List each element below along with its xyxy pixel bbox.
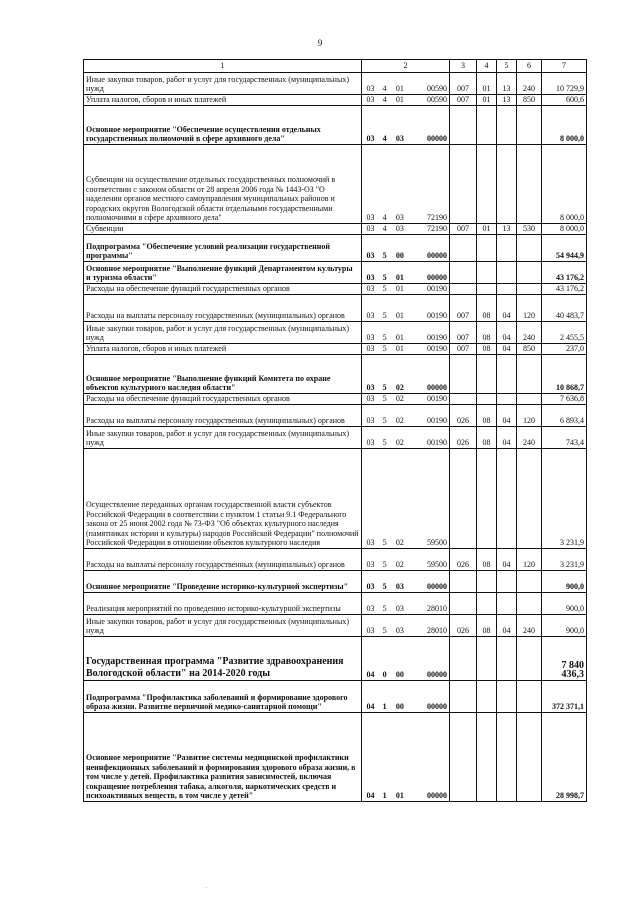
- code-part: 00: [395, 251, 404, 261]
- row-c5: [497, 145, 517, 224]
- code-part: 5: [382, 560, 387, 570]
- code-part: 5: [382, 604, 387, 614]
- row-c6: [517, 284, 542, 295]
- code-part: 03: [366, 438, 375, 448]
- table-header-row: [84, 60, 587, 73]
- row-c3: [450, 713, 477, 802]
- budget-table: [83, 59, 587, 802]
- row-c4: [477, 637, 497, 681]
- code-part: 01: [395, 284, 404, 294]
- row-description: Иные закупки товаров, работ и услуг для государственных (муниципальных) нужд: [84, 73, 362, 95]
- row-target-code: [362, 355, 450, 394]
- code-part: 4: [382, 213, 387, 223]
- row-c5: [497, 355, 517, 394]
- row-description: Расходы на выплаты персоналу государственных (муниципальных) органов: [84, 549, 362, 571]
- row-description: Уплата налогов, сборов и иных платежей: [84, 95, 362, 106]
- row-c5: [497, 262, 517, 284]
- code-part: 00590: [426, 84, 447, 94]
- table-row: [84, 95, 587, 106]
- row-c4: [477, 106, 497, 145]
- code-part: 5: [382, 416, 387, 426]
- header-cell: 2: [362, 60, 450, 73]
- row-c3: [450, 571, 477, 593]
- row-target-code: [362, 394, 450, 405]
- code-part: 5: [382, 333, 387, 343]
- code-part: 72190: [426, 224, 447, 234]
- code-part: 28010: [426, 604, 447, 614]
- table-row: [84, 355, 587, 394]
- header-cell: 4: [477, 60, 497, 73]
- row-c4: [477, 681, 497, 713]
- row-amount: 40 483,7: [542, 295, 587, 322]
- table-row: [84, 73, 587, 95]
- row-description: Расходы на выплаты персоналу государственных (муниципальных) органов: [84, 295, 362, 322]
- row-c5: 04: [497, 322, 517, 344]
- row-c4: 01: [477, 95, 497, 106]
- row-amount: 237,0: [542, 344, 587, 355]
- row-description: Иные закупки товаров, работ и услуг для государственных (муниципальных) нужд: [84, 427, 362, 449]
- row-description: Подпрограмма "Профилактика заболеваний и формирование здорового образа жизни. Развитие первичной медико-санитарной помощи": [84, 681, 362, 713]
- row-c3: 026: [450, 615, 477, 637]
- row-c6: 240: [517, 427, 542, 449]
- row-amount: 3 231,9: [542, 449, 587, 549]
- row-c5: [497, 713, 517, 802]
- row-c3: 026: [450, 549, 477, 571]
- row-amount: 7 840 436,3: [542, 637, 587, 681]
- code-part: 5: [382, 438, 387, 448]
- table-row: [84, 593, 587, 615]
- row-c6: [517, 394, 542, 405]
- row-c6: [517, 449, 542, 549]
- code-part: 5: [382, 582, 387, 592]
- code-part: 00190: [426, 284, 447, 294]
- row-amount: 10 868,7: [542, 355, 587, 394]
- row-c6: [517, 145, 542, 224]
- table-row: [84, 449, 587, 549]
- code-part: 03: [395, 224, 404, 234]
- row-target-code: [362, 73, 450, 95]
- code-part: 03: [366, 311, 375, 321]
- header-cell: 3: [450, 60, 477, 73]
- code-part: 04: [366, 702, 375, 712]
- row-target-code: [362, 262, 450, 284]
- code-part: 01: [395, 344, 404, 354]
- row-c5: 13: [497, 95, 517, 106]
- row-c5: [497, 449, 517, 549]
- page-number: 9: [317, 38, 323, 48]
- code-part: 4: [382, 95, 387, 105]
- row-c4: 08: [477, 615, 497, 637]
- row-c3: [450, 262, 477, 284]
- table-row: [84, 295, 587, 322]
- code-part: 5: [382, 394, 387, 404]
- row-c5: [497, 681, 517, 713]
- row-c3: [450, 145, 477, 224]
- row-c5: 04: [497, 344, 517, 355]
- table-row: [84, 571, 587, 593]
- code-part: 5: [382, 383, 387, 393]
- row-description: Основное мероприятие "Обеспечение осуществления отдельных государственных полномочий в сфере архивного дела": [84, 106, 362, 145]
- row-c4: 01: [477, 73, 497, 95]
- row-target-code: [362, 593, 450, 615]
- row-c4: [477, 449, 497, 549]
- row-c3: [450, 284, 477, 295]
- row-c3: 007: [450, 322, 477, 344]
- table-row: [84, 235, 587, 262]
- row-c4: 08: [477, 344, 497, 355]
- row-description: Иные закупки товаров, работ и услуг для государственных (муниципальных) нужд: [84, 322, 362, 344]
- row-description: Основное мероприятие "Выполнение функций Комитета по охране объектов культурного наследия области": [84, 355, 362, 394]
- table-row: [84, 637, 587, 681]
- code-part: 03: [366, 213, 375, 223]
- row-description: Государственная программа "Развитие здравоохранения Вологодской области" на 2014-2020 годы: [84, 637, 362, 681]
- code-part: 03: [366, 383, 375, 393]
- code-part: 00000: [426, 582, 447, 592]
- code-part: 00000: [426, 702, 447, 712]
- code-part: 03: [395, 134, 404, 144]
- row-c4: [477, 593, 497, 615]
- row-c3: 007: [450, 295, 477, 322]
- code-part: 02: [395, 438, 404, 448]
- row-target-code: [362, 322, 450, 344]
- row-amount: 600,6: [542, 95, 587, 106]
- code-part: 5: [382, 311, 387, 321]
- code-part: 03: [366, 560, 375, 570]
- row-c4: 08: [477, 295, 497, 322]
- row-c3: [450, 449, 477, 549]
- row-target-code: [362, 615, 450, 637]
- code-part: 28010: [426, 626, 447, 636]
- row-description: Уплата налогов, сборов и иных платежей: [84, 344, 362, 355]
- code-part: 4: [382, 224, 387, 234]
- table-row: [84, 405, 587, 427]
- table-row: [84, 322, 587, 344]
- row-c3: 026: [450, 405, 477, 427]
- code-part: 5: [382, 344, 387, 354]
- row-amount: 10 729,9: [542, 73, 587, 95]
- code-part: 02: [395, 394, 404, 404]
- row-c5: [497, 284, 517, 295]
- code-part: 00190: [426, 333, 447, 343]
- row-amount: 900,0: [542, 593, 587, 615]
- table-row: [84, 394, 587, 405]
- row-c6: 120: [517, 549, 542, 571]
- row-c5: [497, 235, 517, 262]
- table-row: [84, 224, 587, 235]
- row-c6: 240: [517, 73, 542, 95]
- row-amount: 8 000,0: [542, 145, 587, 224]
- row-c6: [517, 262, 542, 284]
- row-target-code: [362, 106, 450, 145]
- table-row: [84, 262, 587, 284]
- row-description: Иные закупки товаров, работ и услуг для государственных (муниципальных) нужд: [84, 615, 362, 637]
- code-part: 01: [395, 84, 404, 94]
- code-part: 02: [395, 538, 404, 548]
- table-row: [84, 549, 587, 571]
- row-c4: [477, 145, 497, 224]
- row-amount: 900,0: [542, 571, 587, 593]
- row-amount: 6 893,4: [542, 405, 587, 427]
- row-target-code: [362, 235, 450, 262]
- header-cell: 6: [517, 60, 542, 73]
- code-part: 03: [366, 134, 375, 144]
- code-part: 01: [395, 791, 404, 801]
- code-part: 00190: [426, 438, 447, 448]
- header-cell: 7: [542, 60, 587, 73]
- code-part: 00000: [426, 383, 447, 393]
- code-part: 03: [366, 416, 375, 426]
- row-amount: 8 000,0: [542, 224, 587, 235]
- row-c5: 04: [497, 615, 517, 637]
- code-part: 03: [366, 251, 375, 261]
- table-row: [84, 106, 587, 145]
- code-part: 5: [382, 251, 387, 261]
- row-c6: 120: [517, 295, 542, 322]
- row-target-code: [362, 427, 450, 449]
- row-target-code: [362, 681, 450, 713]
- row-c3: 007: [450, 73, 477, 95]
- row-description: Расходы на выплаты персоналу государственных (муниципальных) органов: [84, 405, 362, 427]
- row-c5: 13: [497, 224, 517, 235]
- code-part: 5: [382, 626, 387, 636]
- row-target-code: [362, 284, 450, 295]
- row-c5: 04: [497, 427, 517, 449]
- table-row: [84, 284, 587, 295]
- row-description: Осуществление переданных органам государственной власти субъектов Российской Федерации в соответствии с пунктом 1 статьи 9.1 Федерального закона от 25 июня 2002 года № 73-ФЗ "Об объектах культурного наследия (памятниках истории и культуры) народов Российской Федерации" полномочий Российской Федерации в отношении объектов культурного наследия: [84, 449, 362, 549]
- row-c3: 007: [450, 95, 477, 106]
- code-part: 04: [366, 670, 375, 680]
- row-c3: [450, 681, 477, 713]
- code-part: 00000: [426, 791, 447, 801]
- row-c6: [517, 235, 542, 262]
- code-part: 00190: [426, 311, 447, 321]
- row-c4: 08: [477, 322, 497, 344]
- row-description: Субвенции: [84, 224, 362, 235]
- row-amount: 2 455,5: [542, 322, 587, 344]
- row-c5: [497, 637, 517, 681]
- row-amount: 372 371,1: [542, 681, 587, 713]
- code-part: 03: [366, 344, 375, 354]
- code-part: 00000: [426, 134, 447, 144]
- table-row: [84, 713, 587, 802]
- row-c6: [517, 571, 542, 593]
- code-part: 1: [382, 702, 387, 712]
- code-part: 00190: [426, 344, 447, 354]
- code-part: 0: [382, 670, 387, 680]
- row-amount: 28 998,7: [542, 713, 587, 802]
- row-c4: [477, 284, 497, 295]
- row-target-code: [362, 224, 450, 235]
- row-amount: 743,4: [542, 427, 587, 449]
- row-c5: 04: [497, 405, 517, 427]
- code-part: 02: [395, 383, 404, 393]
- row-c6: [517, 681, 542, 713]
- code-part: 02: [395, 416, 404, 426]
- code-part: 4: [382, 84, 387, 94]
- row-amount: 3 231,9: [542, 549, 587, 571]
- row-target-code: [362, 295, 450, 322]
- code-part: 03: [366, 604, 375, 614]
- code-part: 03: [366, 582, 375, 592]
- row-c4: [477, 262, 497, 284]
- code-part: 03: [366, 538, 375, 548]
- row-c5: [497, 571, 517, 593]
- row-c6: 850: [517, 95, 542, 106]
- row-target-code: [362, 713, 450, 802]
- row-c5: 13: [497, 73, 517, 95]
- code-part: 03: [366, 84, 375, 94]
- table-row: [84, 427, 587, 449]
- row-c6: 850: [517, 344, 542, 355]
- row-c6: 240: [517, 322, 542, 344]
- row-c3: 007: [450, 224, 477, 235]
- code-part: 01: [395, 311, 404, 321]
- code-part: 5: [382, 538, 387, 548]
- row-description: Основное мероприятие "Выполнение функций Департаментом культуры и туризма области": [84, 262, 362, 284]
- row-c4: [477, 394, 497, 405]
- row-c3: [450, 235, 477, 262]
- code-part: 4: [382, 134, 387, 144]
- scan-mark: ·: [205, 884, 208, 892]
- code-part: 00000: [426, 251, 447, 261]
- row-c4: 08: [477, 405, 497, 427]
- row-description: Основное мероприятие "Проведение историко-культурной экспертизы": [84, 571, 362, 593]
- row-description: Расходы на обеспечение функций государственных органов: [84, 394, 362, 405]
- code-part: 03: [395, 604, 404, 614]
- row-c5: [497, 106, 517, 145]
- row-target-code: [362, 571, 450, 593]
- row-description: Расходы на обеспечение функций государственных органов: [84, 284, 362, 295]
- row-description: Основное мероприятие "Развитие системы медицинской профилактики неинфекционных заболеваний и формирования здорового образа жизни, в том числе у детей. Профилактика развития зависимостей, включая сокращение потребления табака, алкоголя, наркотических средств и психоактивных веществ, в том числе у детей": [84, 713, 362, 802]
- code-part: 00: [395, 670, 404, 680]
- code-part: 00000: [426, 273, 447, 283]
- code-part: 59500: [426, 560, 447, 570]
- header-cell: 5: [497, 60, 517, 73]
- code-part: 00000: [426, 670, 447, 680]
- code-part: 5: [382, 284, 387, 294]
- code-part: 03: [395, 582, 404, 592]
- row-target-code: [362, 549, 450, 571]
- row-description: Подпрограмма "Обеспечение условий реализации государственной программы": [84, 235, 362, 262]
- code-part: 00590: [426, 95, 447, 105]
- table-row: [84, 615, 587, 637]
- code-part: 00: [395, 702, 404, 712]
- code-part: 5: [382, 273, 387, 283]
- code-part: 03: [395, 626, 404, 636]
- row-c4: 08: [477, 427, 497, 449]
- row-target-code: [362, 637, 450, 681]
- table-row: [84, 344, 587, 355]
- row-c5: 04: [497, 295, 517, 322]
- row-description: Реализация мероприятий по проведению историко-культурной экспертизы: [84, 593, 362, 615]
- row-c4: [477, 713, 497, 802]
- row-target-code: [362, 405, 450, 427]
- code-part: 04: [366, 791, 375, 801]
- table-row: [84, 681, 587, 713]
- row-c6: [517, 106, 542, 145]
- row-amount: 43 176,2: [542, 262, 587, 284]
- row-c4: 01: [477, 224, 497, 235]
- row-target-code: [362, 145, 450, 224]
- code-part: 00190: [426, 416, 447, 426]
- row-target-code: [362, 95, 450, 106]
- row-c5: [497, 394, 517, 405]
- header-cell: 1: [84, 60, 362, 73]
- code-part: 03: [395, 213, 404, 223]
- code-part: 02: [395, 560, 404, 570]
- row-amount: 54 944,9: [542, 235, 587, 262]
- code-part: 00190: [426, 394, 447, 404]
- row-amount: 43 176,2: [542, 284, 587, 295]
- code-part: 03: [366, 273, 375, 283]
- row-c3: 026: [450, 427, 477, 449]
- row-c4: [477, 571, 497, 593]
- code-part: 03: [366, 626, 375, 636]
- row-c6: 530: [517, 224, 542, 235]
- code-part: 01: [395, 95, 404, 105]
- row-c4: 08: [477, 549, 497, 571]
- row-c4: [477, 355, 497, 394]
- row-c4: [477, 235, 497, 262]
- code-part: 03: [366, 224, 375, 234]
- row-c6: [517, 713, 542, 802]
- row-c3: [450, 106, 477, 145]
- code-part: 03: [366, 284, 375, 294]
- row-c5: 04: [497, 549, 517, 571]
- table-row: [84, 145, 587, 224]
- row-c6: [517, 637, 542, 681]
- row-c6: 240: [517, 615, 542, 637]
- row-c3: [450, 394, 477, 405]
- code-part: 03: [366, 394, 375, 404]
- code-part: 01: [395, 273, 404, 283]
- row-amount: 900,0: [542, 615, 587, 637]
- row-c6: [517, 593, 542, 615]
- code-part: 03: [366, 333, 375, 343]
- row-c6: [517, 355, 542, 394]
- row-c3: [450, 637, 477, 681]
- row-c3: [450, 355, 477, 394]
- code-part: 59500: [426, 538, 447, 548]
- code-part: 01: [395, 333, 404, 343]
- code-part: 03: [366, 95, 375, 105]
- row-description: Субвенции на осуществление отдельных государственных полномочий в соответствии с законом области от 28 апреля 2006 года № 1443-ОЗ "О наделении органов местного самоуправления муниципальных районов и городских округов Вологодской области отдельными государственными полномочиями в сфере архивного дела": [84, 145, 362, 224]
- code-part: 72190: [426, 213, 447, 223]
- row-c6: 120: [517, 405, 542, 427]
- code-part: 1: [382, 791, 387, 801]
- row-c5: [497, 593, 517, 615]
- row-c3: [450, 593, 477, 615]
- row-target-code: [362, 449, 450, 549]
- row-c3: 007: [450, 344, 477, 355]
- row-amount: 8 000,0: [542, 106, 587, 145]
- row-amount: 7 636,8: [542, 394, 587, 405]
- row-target-code: [362, 344, 450, 355]
